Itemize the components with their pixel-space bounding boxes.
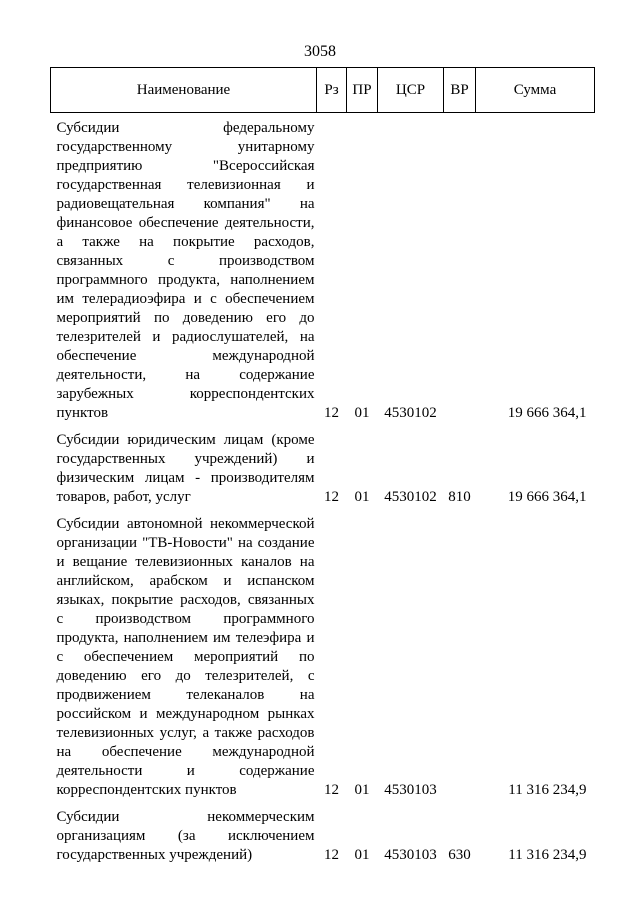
row-name: Субсидии некоммерческим организациям (за исключением государственных учреждений) xyxy=(56,809,315,863)
row-sum: 19 666 364,1 xyxy=(507,405,587,421)
row-vr: 630 xyxy=(448,847,471,863)
row-pr: 01 xyxy=(354,782,370,798)
header-rz: Рз xyxy=(317,68,347,113)
table-row xyxy=(51,113,595,424)
row-csr: 4530102 xyxy=(384,489,437,505)
table-row xyxy=(51,423,595,507)
row-csr: 4530103 xyxy=(384,782,437,798)
header-pr: ПР xyxy=(347,68,378,113)
row-csr: 4530103 xyxy=(384,847,437,863)
row-rz: 12 xyxy=(324,782,339,798)
row-name: Субсидии юридическим лицам (кроме государственных учреждений) и физическим лицам - производителям товаров, работ, услуг xyxy=(56,432,315,505)
row-rz: 12 xyxy=(324,405,339,421)
header-name: Наименование xyxy=(51,68,317,113)
row-csr: 4530102 xyxy=(384,405,437,421)
row-vr xyxy=(444,507,476,800)
row-rz: 12 xyxy=(324,847,339,863)
row-vr xyxy=(444,113,476,424)
row-pr: 01 xyxy=(354,847,370,863)
budget-table xyxy=(50,67,595,865)
row-vr: 810 xyxy=(448,489,471,505)
row-name: Субсидии федеральному государственному унитарному предприятию "Всероссийская государственная телевизионная и радиовещательная компания" на финансовое обеспечение деятельности, а также на покрытие расходов, связанных с производством программного продукта, наполнением им телерадиоэфира и с обеспечением мероприятий по доведению его до телезрителей и радиослушателей, на обеспечение международной деятельности, на содержание зарубежных корреспондентских пунктов xyxy=(56,120,315,421)
page-number: 3058 xyxy=(304,43,336,60)
row-sum: 11 316 234,9 xyxy=(508,782,587,798)
header-vr: ВР xyxy=(444,68,476,113)
header-csr: ЦСР xyxy=(378,68,444,113)
row-rz: 12 xyxy=(324,489,339,505)
row-sum: 19 666 364,1 xyxy=(507,489,587,505)
row-name: Субсидии автономной некоммерческой организации "ТВ-Новости" на создание и вещание телевизионных каналов на английском, арабском и испанском языках, покрытие расходов, связанных с производством программного продукта, наполнением им телеэфира и с обеспечением мероприятий по доведению его до телезрителей, с продвижением телеканалов на российском и международном рынках телевизионных услуг, а также расходов на обеспечение международной деятельности и содержание корреспондентских пунктов xyxy=(56,516,315,798)
table-header xyxy=(51,68,595,113)
table-row xyxy=(51,800,595,865)
row-pr: 01 xyxy=(354,489,370,505)
table-row xyxy=(51,507,595,800)
header-sum: Сумма xyxy=(476,68,595,113)
row-sum: 11 316 234,9 xyxy=(508,847,587,863)
row-pr: 01 xyxy=(354,405,370,421)
